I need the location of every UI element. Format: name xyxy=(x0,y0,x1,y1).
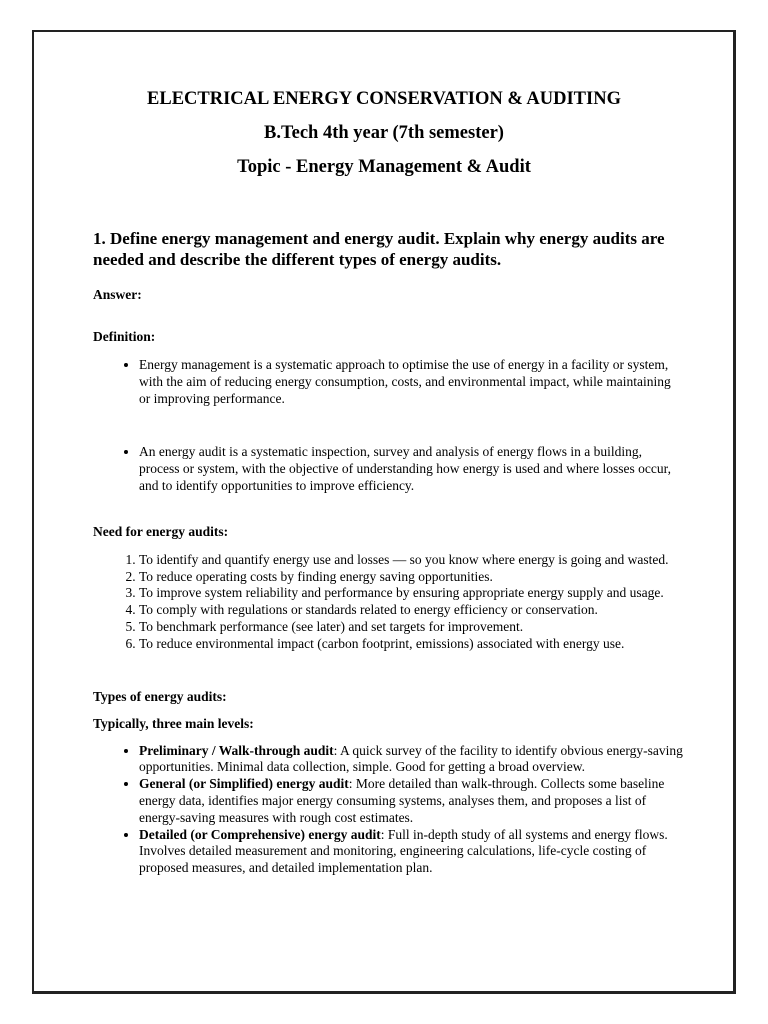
list-item: 1. To identify and quantify energy use and losses — so you know where energy is going and wasted. xyxy=(139,552,683,569)
types-subheading: Typically, three main levels: xyxy=(93,715,254,731)
question-text: 1. Define energy management and energy audit. Explain why energy audits are needed and describe the different types of energy audits. xyxy=(93,229,665,269)
list-item: 6. To reduce environmental impact (carbon footprint, emissions) associated with energy use. xyxy=(139,636,683,653)
list-item: 4. To comply with regulations or standards related to energy efficiency or conservation. xyxy=(139,602,683,619)
audit-type-term: General (or Simplified) energy audit xyxy=(139,776,349,792)
list-item: • Energy management is a systematic approach to optimise the use of energy in a facility or system, with the aim of reducing energy consumption, costs, and environmental impact, while maintaining or improving performance. xyxy=(139,357,683,407)
answer-label: Answer: xyxy=(93,287,142,302)
audit-type-term: Detailed (or Comprehensive) energy audit xyxy=(139,826,381,842)
audit-type-description: : A quick survey of the facility to identify obvious energy-saving opportunities. Minimal data collection, simple. Good for getting a broad overview. xyxy=(139,742,683,775)
need-list xyxy=(93,552,683,653)
list-item xyxy=(139,776,683,826)
list-item xyxy=(139,827,683,877)
types-list xyxy=(93,743,683,877)
types-heading: Types of energy audits: xyxy=(93,688,227,704)
need-heading: Need for energy audits: xyxy=(93,523,229,539)
course-title: ELECTRICAL ENERGY CONSERVATION & AUDITING xyxy=(147,89,621,109)
topic-subtitle: Topic - Energy Management & Audit xyxy=(237,157,531,177)
definition-list xyxy=(93,357,683,495)
audit-type-description: : Full in-depth study of all systems and energy flows. Involves detailed measurement and monitoring, engineering calculations, life-cycle costing of proposed measures, and detailed implementation plan. xyxy=(139,826,668,876)
list-item: 3. To improve system reliability and performance by ensuring appropriate energy supply and usage. xyxy=(139,585,683,602)
list-item xyxy=(139,743,683,777)
audit-type-description: : More detailed than walk-through. Collects some baseline energy data, identifies major energy consuming systems, analyses them, and proposes a list of energy-saving measures with rough cost estimates. xyxy=(139,776,665,825)
audit-type-term: Preliminary / Walk-through audit xyxy=(139,742,334,758)
list-item: 2. To reduce operating costs by finding energy saving opportunities. xyxy=(139,569,683,586)
list-item: • An energy audit is a systematic inspection, survey and analysis of energy flows in a building, process or system, with the objective of understanding how energy is used and where losses occur, and to identify opportunities to improve efficiency. xyxy=(139,444,683,494)
definition-heading: Definition: xyxy=(93,329,156,344)
program-subtitle: B.Tech 4th year (7th semester) xyxy=(264,123,504,143)
list-item: 5. To benchmark performance (see later) and set targets for improvement. xyxy=(139,619,683,636)
document-body xyxy=(93,228,683,877)
